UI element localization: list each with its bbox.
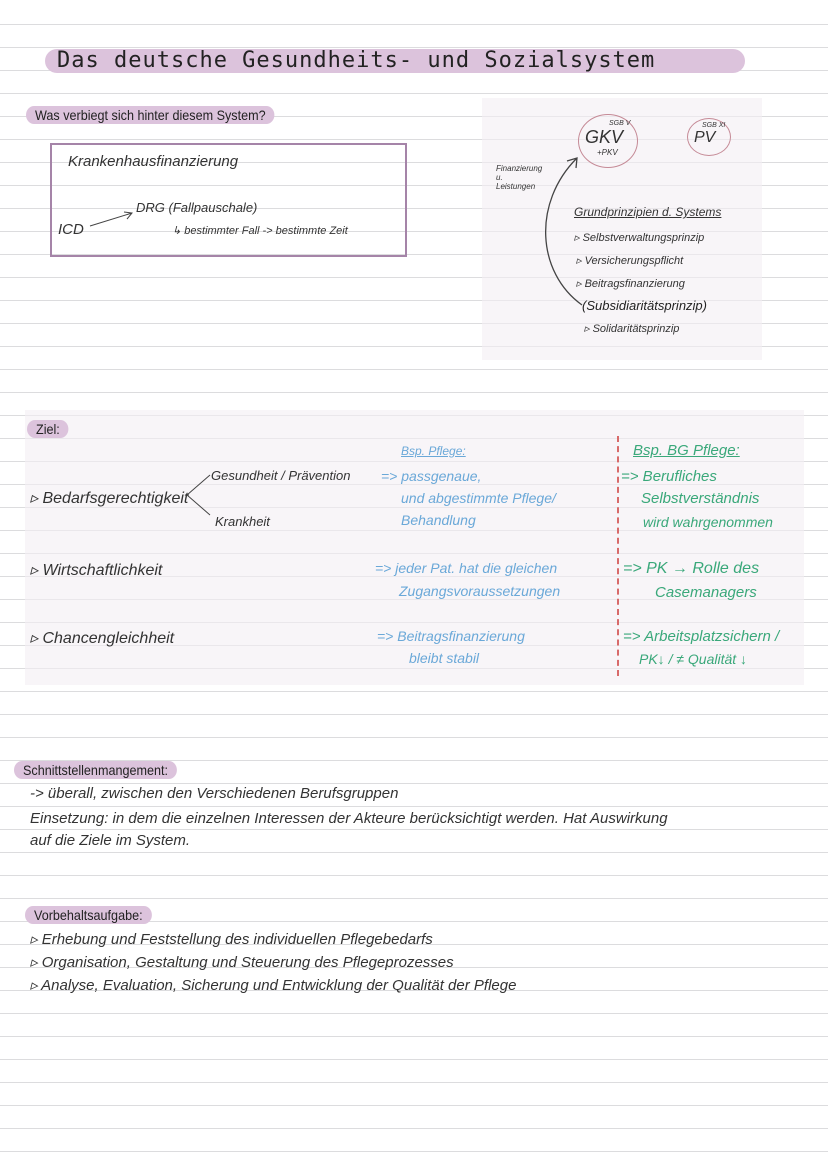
bg-title: Bsp. BG Pflege: [633, 442, 740, 459]
pflege-line: => Beitragsfinanzierung [377, 628, 525, 644]
drg-note: ↳ bestimmter Fall -> bestimmte Zeit [172, 225, 348, 237]
arrow-label: Finanzierung u. Leistungen [496, 164, 543, 191]
text-line: Einsetzung: in dem die einzelnen Interessen der Akteure berücksichtigt werden. Hat Auswirkung [30, 810, 668, 827]
gkv-sgb: SGB V [609, 120, 631, 127]
branch-label: Krankheit [215, 514, 270, 529]
icd-label: ICD [58, 221, 84, 238]
text-line: ▹ Erhebung und Feststellung des individuellen Pflegebedarfs [30, 931, 433, 948]
principles-title: Grundprinzipien d. Systems [574, 205, 722, 219]
column-divider [617, 436, 619, 676]
pflege-line: und abgestimmte Pflege/ [401, 490, 556, 506]
text-line: auf die Ziele im System. [30, 832, 191, 849]
pv-circle [687, 118, 731, 156]
pflege-line: => passgenaue, [381, 468, 482, 484]
bg-line: Casemanagers [655, 584, 757, 601]
reserved-task-heading: Vorbehaltsaufgabe: [25, 906, 152, 924]
bg-line: => Berufliches [621, 468, 717, 485]
goals-heading: Ziel: [27, 420, 69, 438]
goal-item: ▹ Bedarfsgerechtigkeit [30, 490, 189, 507]
pv-label: PV [694, 129, 716, 146]
goals-panel [25, 410, 804, 685]
pv-sgb: SGB XI [702, 122, 726, 129]
goal-item: ▹ Chancengleichheit [30, 630, 175, 647]
text-line: ▹ Organisation, Gestaltung und Steuerung des Pflegeprozesses [30, 954, 454, 971]
box-title: Krankenhausfinanzierung [68, 153, 239, 170]
principle-item: ▹ Beitragsfinanzierung [576, 278, 685, 290]
pflege-line: Zugangsvoraussetzungen [399, 583, 561, 599]
page-title: Das deutsche Gesundheits- und Sozialsystem [45, 49, 745, 73]
pflege-line: bleibt stabil [409, 650, 480, 666]
gkv-sub: +PKV [597, 148, 618, 157]
principle-item: ▹ Versicherungspflicht [576, 255, 684, 267]
bg-line: PK↓ / ≠ Qualität ↓ [639, 651, 748, 667]
bg-line: Selbstverständnis [641, 490, 760, 507]
system-diagram [482, 98, 762, 360]
goal-item: ▹ Wirtschaftlichkeit [30, 562, 163, 579]
pflege-title: Bsp. Pflege: [401, 444, 466, 458]
drg-label: DRG (Fallpauschale) [136, 200, 258, 215]
section-heading: Was verbiegt sich hinter diesem System? [26, 106, 275, 124]
principle-item: ▹ Solidaritätsprinzip [584, 323, 680, 335]
principle-item: (Subsidiaritätsprinzip) [582, 298, 707, 313]
bg-line: => PK → Rolle des [623, 560, 760, 577]
text-line: -> überall, zwischen den Verschiedenen Berufsgruppen [30, 785, 399, 802]
pflege-line: => jeder Pat. hat die gleichen [375, 560, 558, 576]
text-line: ▹ Analyse, Evaluation, Sicherung und Entwicklung der Qualität der Pflege [30, 977, 517, 994]
hospital-financing-box [50, 143, 407, 257]
branch-label: Gesundheit / Prävention [211, 468, 351, 483]
principle-item: ▹ Selbstverwaltungsprinzip [574, 232, 705, 244]
pflege-line: Behandlung [401, 512, 476, 528]
interface-heading: Schnittstellenmangement: [14, 761, 177, 779]
bg-line: wird wahrgenommen [643, 514, 773, 530]
gkv-label: GKV [585, 127, 624, 147]
arrow-icon [88, 209, 138, 229]
bg-line: => Arbeitsplatzsichern / [623, 628, 780, 645]
